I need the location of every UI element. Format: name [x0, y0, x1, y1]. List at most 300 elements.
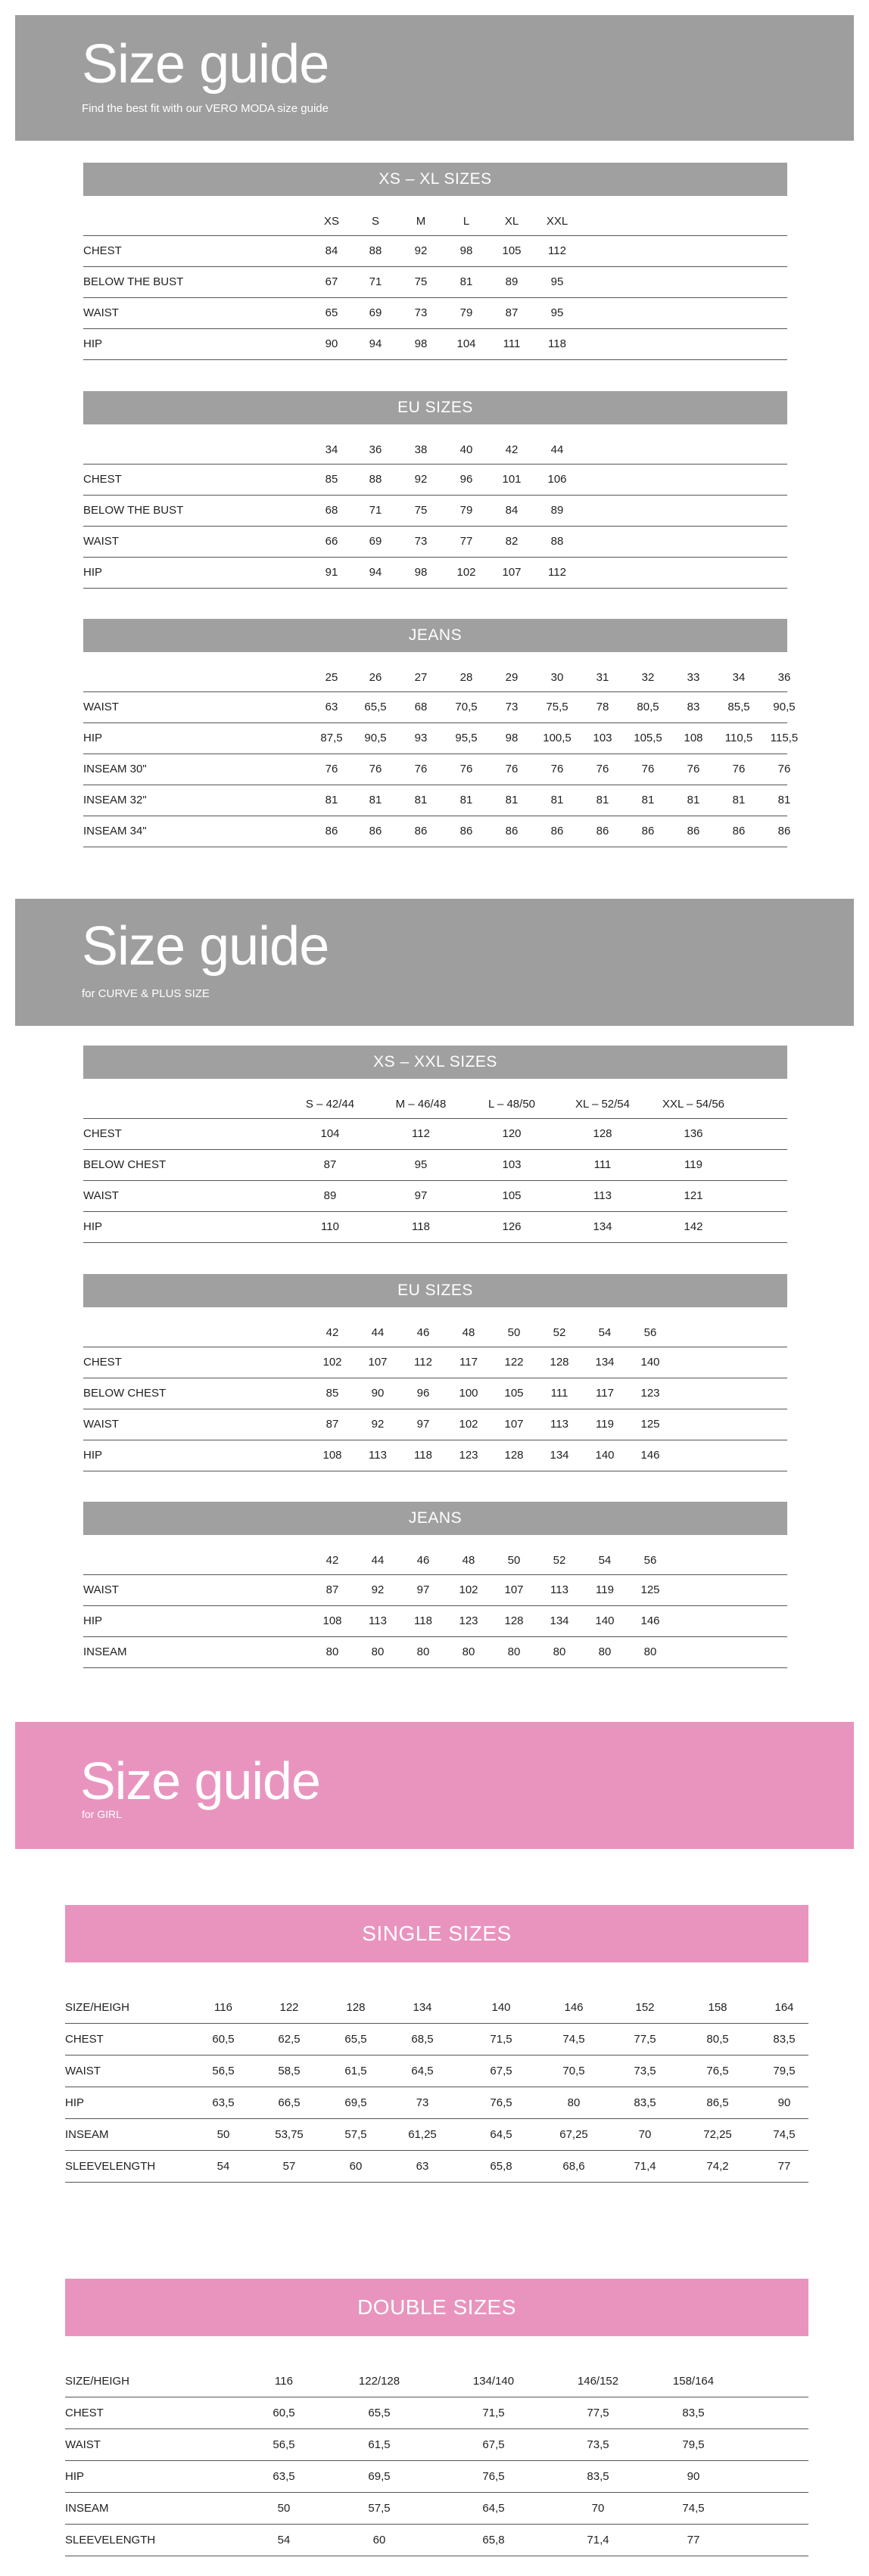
- header-cell: 26: [369, 671, 382, 684]
- table-cell: 106: [547, 473, 567, 486]
- row-label: BELOW THE BUST: [83, 275, 184, 288]
- table-cell: 107: [504, 1583, 524, 1596]
- header-cell: S: [371, 215, 380, 228]
- table-cell: 128: [504, 1449, 524, 1462]
- table-cell: 97: [416, 1418, 430, 1431]
- table-cell: 66: [325, 535, 338, 548]
- table-cell: 142: [684, 1220, 703, 1233]
- table-cell: 128: [504, 1614, 524, 1627]
- table-cell: 94: [369, 337, 382, 350]
- table-cell: 108: [322, 1614, 342, 1627]
- table-cell: 66,5: [278, 2096, 301, 2109]
- table-cell: 89: [550, 504, 564, 517]
- table-cell: 81: [369, 794, 382, 806]
- header-cell: XL – 52/54: [575, 1098, 631, 1111]
- header-cell: 116: [214, 2001, 232, 2014]
- table-row: [65, 2151, 808, 2183]
- table-cell: 80: [462, 1645, 475, 1658]
- table-cell: 71,5: [482, 2407, 505, 2419]
- table-cell: 83,5: [634, 2096, 656, 2109]
- table-cell: 65,5: [368, 2407, 391, 2419]
- table-cell: 70: [591, 2502, 605, 2515]
- header-cell: 152: [635, 2001, 655, 2014]
- table-cell: 111: [503, 337, 521, 350]
- table-cell: 63: [325, 701, 338, 713]
- table-cell: 117: [459, 1356, 478, 1369]
- table-row: [65, 2087, 808, 2119]
- table-cell: 95: [414, 1158, 428, 1171]
- table-cell: 140: [595, 1614, 615, 1627]
- table-cell: 76: [777, 763, 791, 775]
- table-cell: 134: [593, 1220, 612, 1233]
- row-label: SLEEVELENGTH: [65, 2160, 156, 2173]
- table-cell: 113: [593, 1189, 612, 1202]
- header-cell: 34: [732, 671, 746, 684]
- table-cell: 107: [504, 1418, 524, 1431]
- table-cell: 61,5: [368, 2438, 391, 2451]
- table-cell: 119: [596, 1583, 614, 1596]
- table-cell: 110: [321, 1220, 339, 1233]
- table-cell: 77: [777, 2160, 791, 2173]
- table-cell: 90: [687, 2470, 700, 2483]
- table-cell: 80: [371, 1645, 385, 1658]
- table-cell: 102: [322, 1356, 342, 1369]
- table-cell: 86: [369, 825, 382, 837]
- table-cell: 104: [456, 337, 476, 350]
- table-cell: 63,5: [212, 2096, 235, 2109]
- table-row: [65, 2461, 808, 2493]
- table-cell: 80,5: [637, 701, 659, 713]
- table-cell: 79: [459, 504, 473, 517]
- table-girl-double-sizes: [65, 2279, 808, 2556]
- table-row: [65, 2024, 808, 2056]
- table-row: [83, 527, 787, 558]
- header-cell: 46: [416, 1326, 430, 1339]
- row-label: INSEAM 32": [83, 794, 147, 806]
- row-label: INSEAM 34": [83, 825, 147, 837]
- table-cell: 74,5: [562, 2033, 585, 2046]
- header-cell: 46: [416, 1554, 430, 1567]
- table-cell: 97: [414, 1189, 428, 1202]
- row-label: SLEEVELENGTH: [65, 2534, 156, 2546]
- table-cell: 90,5: [773, 701, 796, 713]
- table-cell: 81: [777, 794, 791, 806]
- table-cell: 61,25: [408, 2128, 437, 2141]
- table-cell: 119: [684, 1158, 702, 1171]
- table-cell: 134: [550, 1614, 569, 1627]
- page-subtitle: Find the best fit with our VERO MODA size guide: [82, 102, 329, 115]
- table-cell: 119: [596, 1418, 614, 1431]
- table-cell: 87,5: [320, 732, 343, 744]
- header-cell: 164: [774, 2001, 794, 2014]
- table-cell: 102: [459, 1583, 478, 1596]
- header-cell: 48: [462, 1326, 475, 1339]
- table-cell: 86: [596, 825, 609, 837]
- header-cell: M – 46/48: [395, 1098, 447, 1111]
- header-cell: 36: [777, 671, 791, 684]
- table-cell: 86: [777, 825, 791, 837]
- table-row: [83, 1637, 787, 1668]
- table-cell: 97: [416, 1583, 430, 1596]
- table-header-row: [83, 1547, 787, 1575]
- table-cell: 65,8: [490, 2160, 512, 2173]
- table-cell: 105: [504, 1387, 524, 1400]
- table-cell: 98: [459, 244, 473, 257]
- table-cell: 92: [414, 244, 428, 257]
- table-cell: 69,5: [344, 2096, 367, 2109]
- header-cell: 29: [505, 671, 519, 684]
- banner-girl-size-guide: [15, 1722, 854, 1849]
- table-row: [65, 2397, 808, 2429]
- header-cell: 32: [641, 671, 655, 684]
- table-cell: 105: [502, 244, 522, 257]
- table-cell: 68: [325, 504, 338, 517]
- row-label: CHEST: [83, 473, 122, 486]
- table-header-row: [83, 1091, 787, 1119]
- table-cell: 140: [640, 1356, 660, 1369]
- header-cell: 116: [275, 2375, 293, 2388]
- header-cell: XL: [504, 215, 519, 228]
- table-header-row: [65, 1993, 808, 2024]
- table-cell: 87: [505, 306, 519, 319]
- table-cell: 113: [369, 1449, 387, 1462]
- table-cell: 146: [640, 1614, 660, 1627]
- table-cell: 93: [414, 732, 428, 744]
- table-cell: 92: [414, 473, 428, 486]
- header-cell: 38: [414, 443, 428, 456]
- table-header-row: [65, 2366, 808, 2397]
- table-cell: 112: [548, 244, 566, 257]
- header-cell: L – 48/50: [488, 1098, 535, 1111]
- header-cell: L: [463, 215, 470, 228]
- table-cell: 63: [416, 2160, 429, 2173]
- table-cell: 71: [369, 504, 382, 517]
- table-cell: 113: [550, 1583, 568, 1596]
- table-cell: 113: [369, 1614, 387, 1627]
- table-cell: 86: [732, 825, 746, 837]
- table-cell: 98: [414, 337, 428, 350]
- table-header-row: [83, 437, 787, 465]
- table-cell: 84: [505, 504, 519, 517]
- row-label: HIP: [83, 337, 103, 350]
- table-cell: 65,8: [482, 2534, 505, 2546]
- table-cell: 76,5: [490, 2096, 512, 2109]
- table-cell: 87: [323, 1158, 337, 1171]
- table-cell: 134: [550, 1449, 569, 1462]
- header-cell: 28: [459, 671, 473, 684]
- table-row: [83, 1378, 787, 1409]
- table-cell: 76: [732, 763, 746, 775]
- header-cell: 34: [325, 443, 338, 456]
- table-cell: 92: [371, 1583, 385, 1596]
- table-cell: 121: [684, 1189, 703, 1202]
- table-cell: 85: [325, 473, 338, 486]
- header-cell: XS: [323, 215, 340, 228]
- table-cell: 120: [502, 1127, 522, 1140]
- table-cell: 58,5: [278, 2065, 301, 2077]
- row-label: CHEST: [83, 1127, 122, 1140]
- header-cell: 52: [553, 1554, 566, 1567]
- row-label: WAIST: [83, 1583, 119, 1596]
- table-cell: 86: [641, 825, 655, 837]
- table-cell: 76,5: [706, 2065, 729, 2077]
- table-cell: 108: [684, 732, 703, 744]
- header-cell: 33: [687, 671, 700, 684]
- table-cell: 63,5: [273, 2470, 295, 2483]
- table-cell: 95,5: [455, 732, 478, 744]
- table-cell: 70,5: [455, 701, 478, 713]
- table-cell: 83: [687, 701, 700, 713]
- table-cell: 96: [459, 473, 473, 486]
- table-cell: 81: [414, 794, 428, 806]
- header-cell: 146: [564, 2001, 584, 2014]
- table-title-bar: XS – XL SIZES: [83, 163, 787, 196]
- table-cell: 81: [550, 794, 564, 806]
- row-label: INSEAM: [83, 1645, 127, 1658]
- header-cell: 134: [413, 2001, 432, 2014]
- table-cell: 64,5: [490, 2128, 512, 2141]
- table-cell: 80: [325, 1645, 339, 1658]
- table-cell: 107: [502, 566, 522, 579]
- table-cell: 81: [505, 794, 519, 806]
- table-cell: 76: [505, 763, 519, 775]
- table-row: [65, 2119, 808, 2151]
- table-cell: 53,75: [275, 2128, 304, 2141]
- table-row: [83, 816, 791, 847]
- row-label: INSEAM: [65, 2502, 109, 2515]
- table-cell: 76: [459, 763, 473, 775]
- table-cell: 75,5: [546, 701, 568, 713]
- row-label: WAIST: [83, 1418, 119, 1431]
- table-cell: 80: [553, 1645, 566, 1658]
- table-cell: 118: [548, 337, 566, 350]
- table-cell: 79: [459, 306, 473, 319]
- table-cell: 110,5: [724, 732, 753, 744]
- table-cell: 75: [414, 275, 428, 288]
- table-cell: 80: [567, 2096, 581, 2109]
- table-cell: 76: [414, 763, 428, 775]
- table-cell: 50: [216, 2128, 230, 2141]
- table-cell: 76: [596, 763, 609, 775]
- table-cell: 107: [368, 1356, 388, 1369]
- table-cell: 71,5: [490, 2033, 512, 2046]
- table-cell: 64,5: [411, 2065, 434, 2077]
- table-cell: 134: [595, 1356, 615, 1369]
- table-cell: 95: [550, 275, 564, 288]
- table-row: [83, 267, 787, 298]
- table-cell: 79,5: [773, 2065, 796, 2077]
- table-jeans: [83, 619, 799, 847]
- table-cell: 102: [459, 1418, 478, 1431]
- table-cell: 126: [502, 1220, 522, 1233]
- header-cell: 31: [596, 671, 609, 684]
- table-cell: 85: [325, 1387, 339, 1400]
- table-title-bar: DOUBLE SIZES: [65, 2279, 808, 2336]
- table-cell: 115,5: [770, 732, 799, 744]
- table-cell: 90: [325, 337, 338, 350]
- table-cell: 104: [320, 1127, 340, 1140]
- table-row: [83, 465, 787, 496]
- table-cell: 76: [550, 763, 564, 775]
- table-cell: 86: [550, 825, 564, 837]
- table-cell: 86: [505, 825, 519, 837]
- table-cell: 62,5: [278, 2033, 301, 2046]
- header-cell: 56: [643, 1554, 657, 1567]
- table-row: [65, 2525, 808, 2556]
- table-row: [83, 558, 787, 589]
- table-cell: 86: [687, 825, 700, 837]
- table-row: [83, 236, 787, 267]
- table-cell: 102: [456, 566, 476, 579]
- table-cell: 71,4: [634, 2160, 656, 2173]
- table-cell: 74,5: [773, 2128, 796, 2141]
- table-cell: 96: [416, 1387, 430, 1400]
- table-cell: 100: [459, 1387, 478, 1400]
- table-cell: 113: [550, 1418, 568, 1431]
- table-cell: 123: [459, 1614, 478, 1627]
- table-cell: 74,2: [706, 2160, 729, 2173]
- table-cell: 73: [505, 701, 519, 713]
- header-cell: 42: [325, 1326, 339, 1339]
- table-cell: 118: [414, 1449, 432, 1462]
- table-cell: 86: [325, 825, 338, 837]
- table-title-bar: JEANS: [83, 619, 787, 652]
- table-cell: 146: [640, 1449, 660, 1462]
- table-cell: 94: [369, 566, 382, 579]
- table-cell: 69: [369, 535, 382, 548]
- row-label: CHEST: [65, 2033, 104, 2046]
- table-cell: 67,25: [559, 2128, 588, 2141]
- table-cell: 91: [325, 566, 338, 579]
- header-cell: 134/140: [472, 2375, 515, 2388]
- table-cell: 76: [369, 763, 382, 775]
- header-cell: 122/128: [358, 2375, 400, 2388]
- table-cell: 112: [412, 1127, 430, 1140]
- table-cell: 60,5: [273, 2407, 295, 2419]
- table-cell: 140: [595, 1449, 615, 1462]
- table-cell: 95: [550, 306, 564, 319]
- table-cell: 67: [325, 275, 338, 288]
- table-cell: 92: [371, 1418, 385, 1431]
- table-cell: 73,5: [587, 2438, 609, 2451]
- table-cell: 70,5: [562, 2065, 585, 2077]
- table-cell: 71: [369, 275, 382, 288]
- header-cell: 54: [598, 1554, 612, 1567]
- row-label: WAIST: [65, 2438, 101, 2451]
- table-cell: 89: [505, 275, 519, 288]
- table-cell: 86: [414, 825, 428, 837]
- table-cell: 72,25: [703, 2128, 732, 2141]
- header-cell: XXL: [546, 215, 568, 228]
- table-cell: 60: [349, 2160, 363, 2173]
- table-cell: 77,5: [587, 2407, 609, 2419]
- table-cell: 73: [414, 535, 428, 548]
- banner-size-guide: [15, 15, 854, 141]
- table-cell: 50: [277, 2502, 291, 2515]
- table-cell: 73,5: [634, 2065, 656, 2077]
- header-cell: 54: [598, 1326, 612, 1339]
- table-row: [83, 1347, 787, 1378]
- table-cell: 83,5: [682, 2407, 705, 2419]
- table-cell: 122: [504, 1356, 524, 1369]
- table-cell: 76,5: [482, 2470, 505, 2483]
- table-title-bar: EU SIZES: [83, 391, 787, 424]
- header-cell: 50: [507, 1554, 521, 1567]
- table-cell: 65,5: [364, 701, 387, 713]
- header-cell: 27: [414, 671, 428, 684]
- table-cell: 87: [325, 1418, 339, 1431]
- table-cell: 111: [593, 1158, 612, 1171]
- row-label: HIP: [83, 732, 103, 744]
- row-label: CHEST: [83, 1356, 122, 1369]
- table-row: [83, 1212, 787, 1243]
- table-cell: 76: [325, 763, 338, 775]
- table-cell: 87: [325, 1583, 339, 1596]
- table-row: [83, 692, 796, 723]
- table-cell: 73: [414, 306, 428, 319]
- table-title-bar: XS – XXL SIZES: [83, 1046, 787, 1079]
- table-cell: 105: [502, 1189, 522, 1202]
- table-cell: 128: [550, 1356, 569, 1369]
- table-row: [83, 298, 787, 329]
- table-cell: 80: [643, 1645, 657, 1658]
- table-cell: 90: [371, 1387, 385, 1400]
- table-cell: 76: [687, 763, 700, 775]
- table-cell: 77: [687, 2534, 700, 2546]
- table-cell: 74,5: [682, 2502, 705, 2515]
- table-row: [65, 2056, 808, 2087]
- table-cell: 81: [325, 794, 338, 806]
- table-cell: 67,5: [490, 2065, 512, 2077]
- table-cell: 54: [216, 2160, 230, 2173]
- header-cell: 52: [553, 1326, 566, 1339]
- table-row: [65, 2493, 808, 2525]
- table-cell: 117: [596, 1387, 614, 1400]
- header-cell: 42: [325, 1554, 339, 1567]
- table-cell: 81: [641, 794, 655, 806]
- table-cell: 88: [369, 473, 382, 486]
- table-cell: 118: [412, 1220, 430, 1233]
- table-cell: 125: [640, 1583, 660, 1596]
- table-row: [83, 1409, 787, 1440]
- row-label: INSEAM: [65, 2128, 109, 2141]
- table-cell: 88: [369, 244, 382, 257]
- row-label: HIP: [83, 1449, 103, 1462]
- row-label: HIP: [83, 1614, 103, 1627]
- table-cell: 125: [640, 1418, 660, 1431]
- page-title: Size guide: [82, 34, 329, 95]
- table-cell: 112: [548, 566, 566, 579]
- table-row: [83, 1181, 787, 1212]
- table-cell: 85,5: [727, 701, 750, 713]
- table-row: [65, 2429, 808, 2461]
- table-cell: 111: [550, 1387, 568, 1400]
- header-cell: 56: [643, 1326, 657, 1339]
- table-cell: 67,5: [482, 2438, 505, 2451]
- table-cell: 81: [459, 275, 473, 288]
- table-cell: 98: [505, 732, 519, 744]
- header-label: SIZE/HEIGH: [65, 2001, 130, 2014]
- table-cell: 98: [414, 566, 428, 579]
- table-cell: 68,6: [562, 2160, 585, 2173]
- table-cell: 57,5: [344, 2128, 367, 2141]
- row-label: WAIST: [83, 535, 119, 548]
- header-cell: S – 42/44: [305, 1098, 355, 1111]
- table-cell: 61,5: [344, 2065, 367, 2077]
- table-row: [83, 496, 787, 527]
- table-cell: 57,5: [368, 2502, 391, 2515]
- table-cell: 73: [416, 2096, 429, 2109]
